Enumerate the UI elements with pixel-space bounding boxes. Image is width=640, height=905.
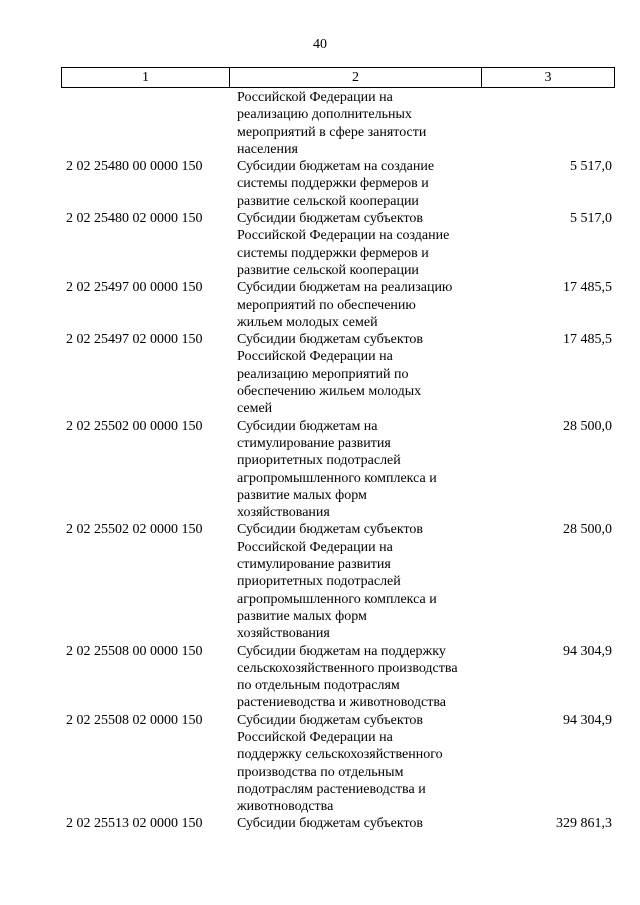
- table-row: [61, 279, 615, 331]
- amount-value: 5 517,0: [570, 211, 612, 227]
- table-column-header: [61, 67, 615, 88]
- amount-value: 17 485,5: [563, 280, 612, 296]
- table-row: [61, 210, 615, 279]
- budget-code: 2 02 25502 00 0000 150: [66, 418, 203, 434]
- amount-value: 28 500,0: [563, 522, 612, 538]
- revenue-description: Субсидии бюджетам на создание системы поддержки фермеров и развитие сельской кооперации: [237, 159, 435, 209]
- amount-value: 5 517,0: [570, 159, 612, 175]
- budget-code: 2 02 25513 02 0000 150: [66, 816, 203, 832]
- column-number-1: 1: [62, 68, 230, 87]
- table-row: [61, 418, 615, 522]
- revenue-description: Субсидии бюджетам субъектов: [237, 816, 424, 832]
- revenue-description: Субсидии бюджетам на стимулирование развития приоритетных подотраслей агропромышленного комплекса и развитие малых форм хозяйствования: [237, 418, 437, 521]
- revenue-description: Субсидии бюджетам субъектов Российской Федерации на стимулирование развития приоритетных подотраслей агропромышленного комплекса и развитие малых форм хозяйствования: [237, 522, 437, 642]
- table-row: [61, 521, 615, 642]
- table-row: [61, 331, 615, 417]
- table-row: [61, 158, 615, 210]
- revenue-description: Субсидии бюджетам субъектов Российской Федерации на поддержку сельскохозяйственного производства по отдельным подотраслям растениеводства и животноводства: [237, 712, 443, 815]
- amount-value: 17 485,5: [563, 332, 612, 348]
- budget-code: 2 02 25497 00 0000 150: [66, 280, 203, 296]
- budget-code: 2 02 25508 02 0000 150: [66, 712, 203, 728]
- page-number: 40: [313, 37, 327, 52]
- column-number-3: 3: [544, 70, 552, 85]
- budget-code: 2 02 25480 00 0000 150: [66, 159, 203, 175]
- table-row: [61, 89, 615, 158]
- table-row: [61, 815, 615, 832]
- table-row: [61, 643, 615, 712]
- revenue-description: Субсидии бюджетам на реализацию мероприятий по обеспечению жильем молодых семей: [237, 280, 453, 330]
- column-number-2: 2: [230, 68, 482, 87]
- amount-value: 94 304,9: [563, 643, 612, 659]
- revenue-description: Субсидии бюджетам субъектов Российской Федерации на реализацию мероприятий по обеспечению жильем молодых семей: [237, 332, 424, 417]
- budget-code: 2 02 25502 02 0000 150: [66, 522, 203, 538]
- revenue-description: Субсидии бюджетам на поддержку сельскохозяйственного производства по отдельным подотраслям растениеводства и животноводства: [237, 643, 458, 711]
- budget-code: 2 02 25497 02 0000 150: [66, 332, 203, 348]
- budget-code: 2 02 25508 00 0000 150: [66, 643, 203, 659]
- amount-value: 94 304,9: [563, 712, 612, 728]
- amount-value: 28 500,0: [563, 418, 612, 434]
- revenue-description: Субсидии бюджетам субъектов Российской Федерации на создание системы поддержки фермеров и развитие сельской кооперации: [237, 211, 450, 278]
- revenue-table: [61, 89, 615, 833]
- budget-code: 2 02 25480 02 0000 150: [66, 211, 203, 227]
- revenue-description: Российской Федерации на реализацию дополнительных мероприятий в сфере занятости населения: [237, 90, 427, 157]
- amount-value: 329 861,3: [556, 816, 612, 832]
- table-row: [61, 712, 615, 816]
